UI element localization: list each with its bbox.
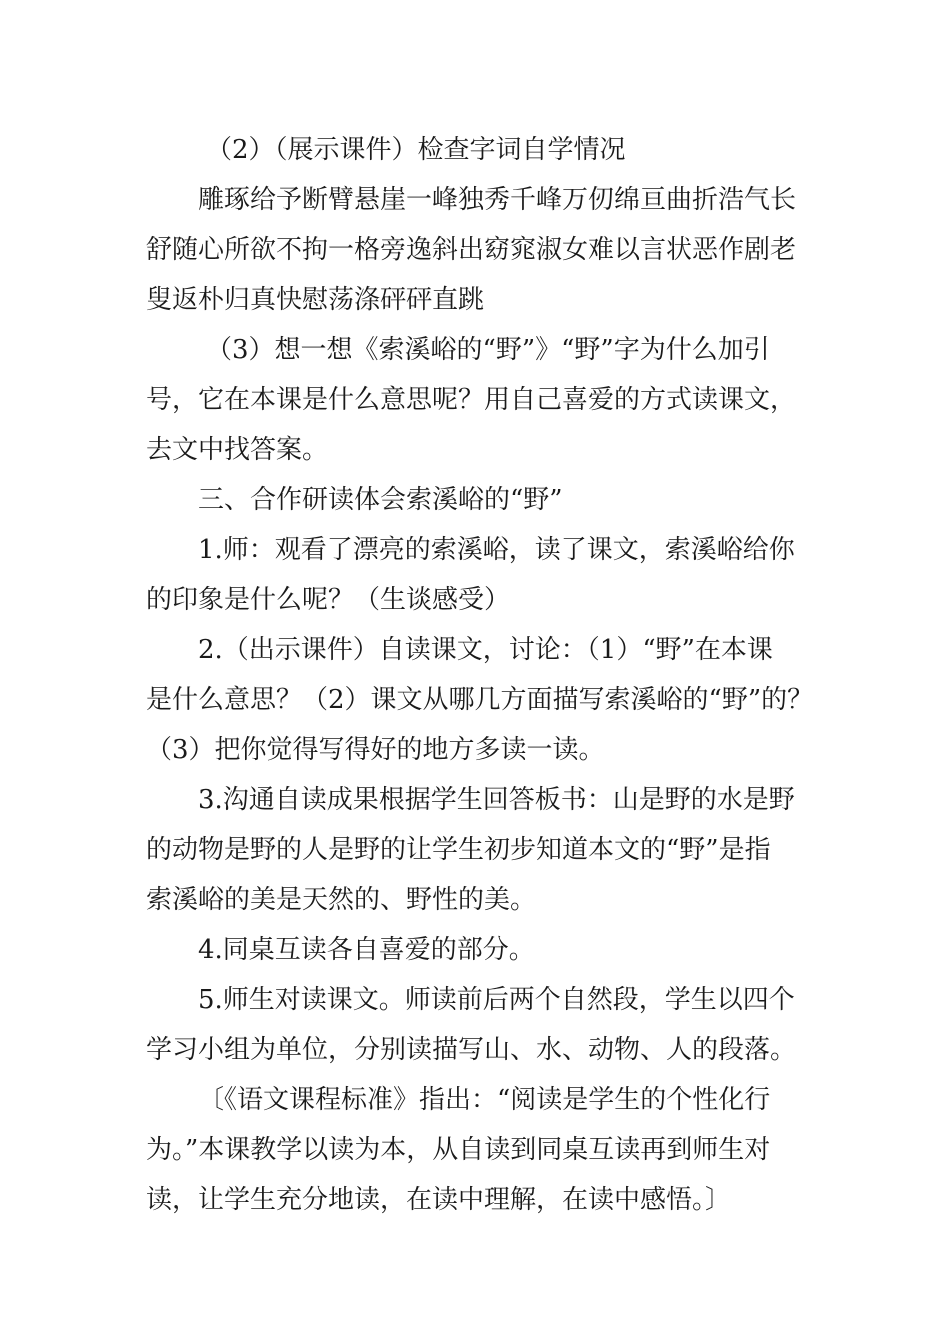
text-line: 读，让学生充分地读，在读中理解，在读中感悟。〕: [146, 1185, 732, 1215]
text-line: 3.沟通自读成果根据学生回答板书：山是野的水是野: [198, 785, 795, 815]
text-line: 的印象是什么呢？（生谈感受）: [146, 585, 511, 615]
section-heading: 三、合作研读体会索溪峪的“野”: [198, 485, 563, 515]
text-line: 雕琢给予断臂悬崖一峰独秀千峰万仞绵亘曲折浩气长: [198, 185, 797, 215]
text-line: （2）（展示课件）检查字词自学情况: [206, 135, 626, 165]
text-line: （3）把你觉得写得好的地方多读一读。: [146, 735, 605, 765]
text-line: 的动物是野的人是野的让学生初步知道本文的“野”是指: [146, 835, 771, 865]
text-line: 去文中找答案。: [146, 435, 329, 465]
text-line: 为。”本课教学以读为本，从自读到同桌互读再到师生对: [146, 1135, 771, 1165]
text-line: 索溪峪的美是天然的、野性的美。: [146, 885, 537, 915]
text-line: 5.师生对读课文。师读前后两个自然段，学生以四个: [198, 985, 795, 1015]
text-line: 2.（出示课件）自读课文，讨论：（1）“野”在本课: [198, 635, 773, 665]
text-line: 4.同桌互读各自喜爱的部分。: [198, 935, 535, 965]
text-line: 叟返朴归真快慰荡涤砰砰直跳: [146, 285, 485, 315]
text-line: 〔《语文课程标准》指出：“阅读是学生的个性化行: [198, 1085, 771, 1115]
text-line: 1.师：观看了漂亮的索溪峪，读了课文，索溪峪给你: [198, 535, 795, 565]
text-line: 是什么意思？（2）课文从哪几方面描写索溪峪的“野”的？: [146, 685, 814, 715]
text-line: 号，它在本课是什么意思呢？用自己喜爱的方式读课文，: [146, 385, 797, 415]
text-line: （3）想一想《索溪峪的“野”》“野”字为什么加引: [206, 335, 770, 365]
text-line: 舒随心所欲不拘一格旁逸斜出窈窕淑女难以言状恶作剧老: [146, 235, 797, 265]
text-line: 学习小组为单位，分别读描写山、水、动物、人的段落。: [146, 1035, 797, 1065]
